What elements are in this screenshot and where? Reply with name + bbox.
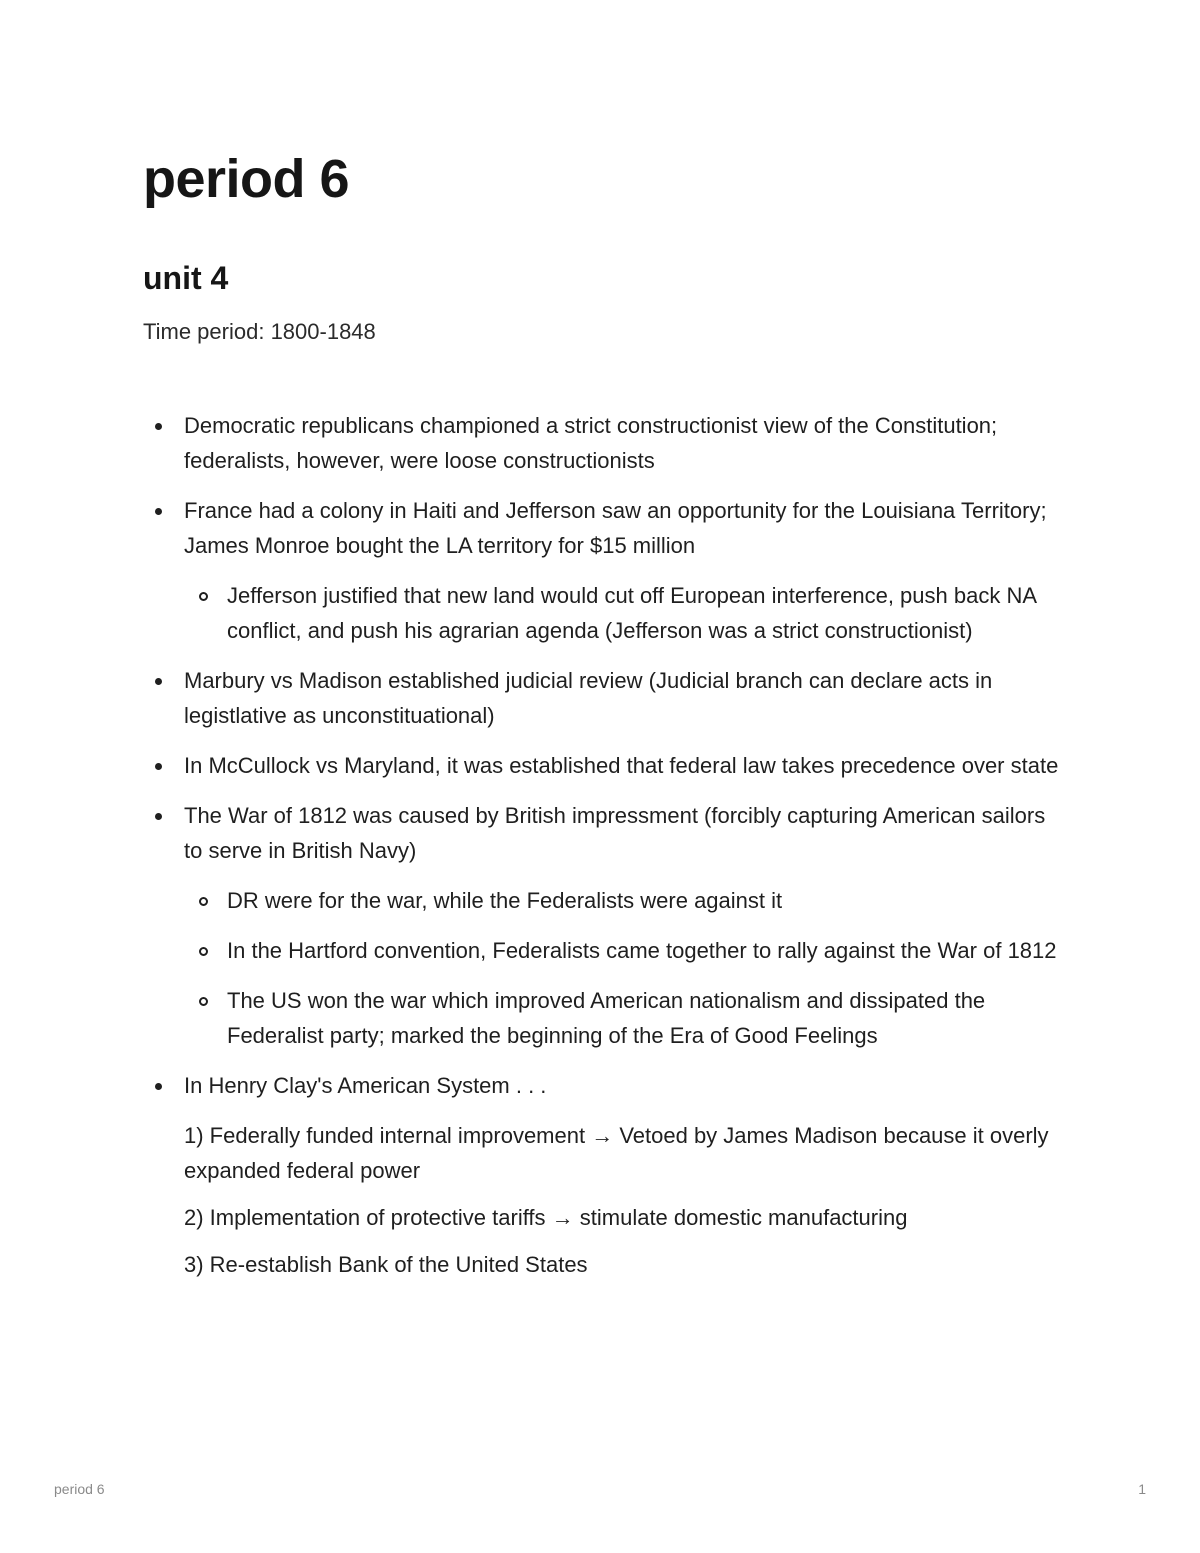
footer-document-title: period 6 [54, 1481, 105, 1497]
bullet-disc-icon [155, 508, 162, 515]
bullet-disc-icon [155, 763, 162, 770]
list-item-text: France had a colony in Haiti and Jefferson saw an opportunity for the Louisiana Territory; James Monroe bought the LA territory for $15 million [184, 498, 1047, 558]
list-item-text: In the Hartford convention, Federalists came together to rally against the War of 1812 [227, 938, 1057, 963]
page-title: period 6 [143, 149, 350, 209]
bullet-disc-icon [155, 423, 162, 430]
bullet-circle-icon [199, 947, 208, 956]
list-item-text: In Henry Clay's American System . . . [184, 1073, 547, 1098]
bullet-circle-icon [199, 592, 208, 601]
list-item-text: DR were for the war, while the Federalists were against it [227, 888, 783, 913]
footer-page-number: 1 [1138, 1481, 1146, 1497]
sub-list-item [143, 883, 1063, 918]
list-item [143, 493, 1063, 563]
bullet-disc-icon [155, 1083, 162, 1090]
list-item [143, 663, 1063, 733]
unit-heading: unit 4 [143, 260, 229, 296]
list-item-text: Jefferson justified that new land would cut off European interference, push back NA conflict, and push his agrarian agenda (Jefferson was a strict constructionist) [227, 583, 1036, 643]
bullet-circle-icon [199, 897, 208, 906]
bullet-disc-icon [155, 813, 162, 820]
list-item [143, 1068, 1063, 1103]
list-item-text: In McCullock vs Maryland, it was established that federal law takes precedence over state [184, 753, 1059, 778]
bullet-circle-icon [199, 997, 208, 1006]
list-item-text: Democratic republicans championed a strict constructionist view of the Constitution; federalists, however, were loose constructionists [184, 413, 998, 473]
sub-list-item [143, 578, 1063, 648]
american-system-step: 3) Re-establish Bank of the United States [184, 1252, 588, 1277]
list-item-text: The US won the war which improved American nationalism and dissipated the Federalist party; marked the beginning of the Era of Good Feelings [227, 988, 986, 1048]
list-item [143, 408, 1063, 478]
sub-list-item [143, 983, 1063, 1053]
list-item-text: The War of 1812 was caused by British impressment (forcibly capturing American sailors to serve in British Navy) [184, 803, 1046, 863]
american-system-step: 1) Federally funded internal improvement → Vetoed by James Madison because it overly expanded federal power [184, 1123, 1049, 1183]
bullet-disc-icon [155, 678, 162, 685]
list-item [143, 748, 1063, 783]
list-item [143, 798, 1063, 868]
notes-list [143, 408, 1063, 1294]
sub-list-item [143, 933, 1063, 968]
time-period-text: Time period: 1800-1848 [143, 319, 376, 344]
american-system-step: 2) Implementation of protective tariffs → stimulate domestic manufacturing [184, 1205, 908, 1230]
list-item-text: Marbury vs Madison established judicial review (Judicial branch can declare acts in legistlative as unconstituational) [184, 668, 993, 728]
